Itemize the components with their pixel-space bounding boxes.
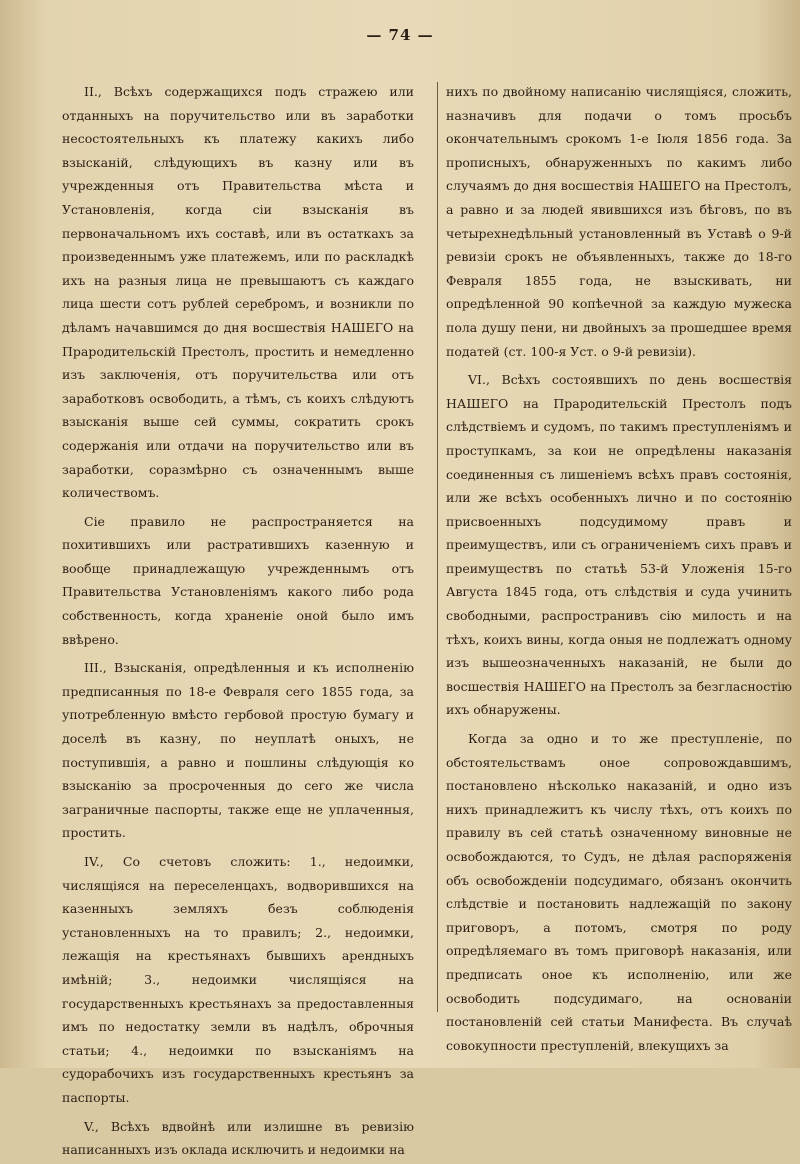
article-5-continued: нихъ по двойному написанію числящіяся, сложить, назначивъ для подачи о томъ просьбъ окончательнымъ срокомъ 1-е Іюля 1856 года. За прописныхъ, обнаруженныхъ по какимъ либо случаямъ до дня восшествія НАШЕГО на Престолъ, а равно и за людей явившихся изъ бѣговъ, по въ четырехнедѣльный установленный въ Уставѣ о 9-й ревизіи срокъ не объявленныхъ, также до 18-го Февраля 1855 года, не взыскивать, ни опредѣленной 90 копѣечной за каждую мужеска пола душу пени, ни двойныхъ за прошедшее время податей (ст. 100-я Уст. о 9-й ревизіи).: [446, 84, 792, 359]
column-divider: [437, 82, 438, 1012]
article-4: IV., Со счетовъ сложить: 1., недоимки, числящіяся на переселенцахъ, водворившихся на казенныхъ земляхъ безъ соблюденія установленныхъ на то правилъ; 2., недоимки, лежащія на крестьянахъ бывшихъ арендныхъ имѣній; 3., недоимки числящіяся на государственныхъ крестьянахъ за предоставленныя имъ по недостатку земли въ надѣлъ, оброчныя статьи; 4., недоимки по взысканіямъ на судорабочихъ изъ государственныхъ крестьянъ за паспорты.: [62, 854, 414, 1105]
left-column: [62, 80, 414, 1164]
article-6: VI., Всѣхъ состоявшихъ по день восшествія НАШЕГО на Прародительскій Престолъ подъ слѣдствіемъ и судомъ, по такимъ преступленіямъ и проступкамъ, за кои не опредѣлены наказанія соединенныя съ лишеніемъ всѣхъ правъ состоянія, или же всѣхъ особенныхъ лично и по состоянію присвоенныхъ подсудимому правъ и преимуществъ, или съ ограниченіемъ сихъ правъ и преимуществъ по статьѣ 53-й Уложенія 15-го Августа 1845 года, отъ слѣдствія и суда учинить свободными, распространивъ сію милость и на тѣхъ, коихъ вины, когда оныя не подлежатъ одному изъ вышеозначенныхъ наказаній, не были до восшествія НАШЕГО на Престолъ за безгласностію ихъ обнаружены.: [446, 372, 792, 718]
article-2-exception: Сіе правило не распространяется на похитившихъ или растратившихъ казенную и вообще принадлежащую учрежденнымъ отъ Правительства Установленіямъ какого либо рода собственность, когда храненіе оной было имъ ввѣрено.: [62, 513, 414, 647]
right-column: [446, 80, 792, 1059]
article-6-clarification: Когда за одно и то же преступленіе, по обстоятельствамъ оное сопровождавшимъ, постановлено нѣсколько наказаній, и одно изъ нихъ принадлежитъ къ числу тѣхъ, отъ коихъ по правилу въ сей статьѣ означенному виновные не освобождаются, то Судъ, не дѣлая распоряженія объ освобожденіи подсудимаго, обязанъ окончить слѣдствіе и постановить надлежащій по закону приговоръ, а потомъ, смотря по роду опредѣляемаго въ томъ приговорѣ наказанія, или предписать оное къ исполненію, или же освободить подсудимаго, на основаніи постановленій сей статьи Манифеста. Въ случаѣ совокупности преступленій, влекущихъ за: [446, 731, 792, 1053]
article-2: II., Всѣхъ содержащихся подъ стражею или отданныхъ на поручительство или въ заработки несостоятельныхъ къ платежу какихъ либо взысканій, слѣдующихъ въ казну или въ учрежденныя отъ Правительства мѣста и Установленія, когда сіи взысканія въ первоначальномъ ихъ составѣ, или въ остаткахъ за произведеннымъ уже платежемъ, или по раскладкѣ ихъ на разныя лица не превышаютъ съ каждаго лица шести сотъ рублей серебромъ, и возникли по дѣламъ начавшимся до дня восшествія НАШЕГО на Прародительскій Престолъ, простить и немедленно изъ заключенія, отъ поручительства или отъ заработковъ освободить, а тѣмъ, съ коихъ слѣдуютъ взысканія выше сей суммы, сократить срокъ содержанія или отдачи на поручительство или въ заработки, соразмѣрно съ означеннымъ выше количествомъ.: [62, 84, 414, 501]
article-3: III., Взысканія, опредѣленныя и къ исполненію предписанныя по 18-е Февраля сего 1855 года, за употребленную вмѣсто гербовой простую бумагу и доселѣ въ казну, по неуплатѣ оныхъ, не поступившія, а равно и пошлины слѣдующія ко взысканію за просроченныя до сего же числа заграничные паспорты, также еще не уплаченныя, простить.: [62, 660, 414, 841]
article-5-start: V., Всѣхъ вдвойнѣ или излишне въ ревизію написанныхъ изъ оклада исключить и недоимки на: [62, 1118, 414, 1158]
page-number: — 74 —: [366, 26, 434, 44]
